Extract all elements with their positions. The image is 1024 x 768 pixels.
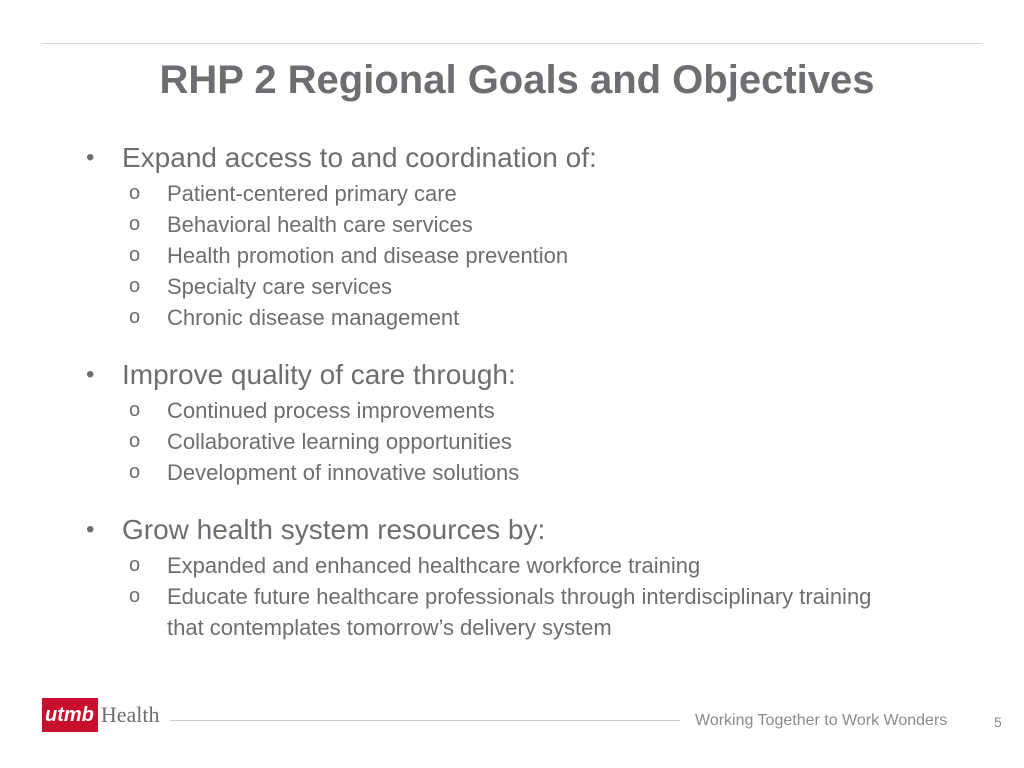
list-item-text: Specialty care services [167,274,392,299]
sub-marker: o [129,554,141,576]
utmb-health-logo [42,698,160,732]
sub-list [86,550,946,643]
logo-mark: utmb [42,698,98,732]
list-item [86,209,946,240]
footer-divider [170,720,680,721]
bullet-heading-text: Grow health system resources by: [122,514,546,545]
top-divider [42,43,982,44]
list-item-text: Health promotion and disease prevention [167,243,569,268]
section-improve-quality [86,355,946,488]
sub-marker: o [129,461,141,483]
slide-title: RHP 2 Regional Goals and Objectives [159,58,875,102]
list-item-text: Continued process improvements [167,398,495,423]
list-item-text: Development of innovative solutions [167,460,520,485]
list-item [86,426,946,457]
list-item-text: Chronic disease management [167,305,460,330]
logo-wordmark: Health [100,702,160,727]
bullet-marker: • [86,361,95,388]
list-item [86,302,946,333]
sub-marker: o [129,585,141,607]
section-grow-resources [86,510,946,643]
bullet-heading-text: Improve quality of care through: [122,359,516,390]
list-item [86,457,946,488]
sub-marker: o [129,399,141,421]
bullet-heading [86,138,946,178]
bullet-heading [86,510,946,550]
sub-marker: o [129,306,141,328]
list-item-text: Educate future healthcare professionals through interdisciplinary training that contemplates tomorrow’s delivery system [167,584,872,640]
bullet-heading-text: Expand access to and coordination of: [122,142,597,173]
list-item [86,178,946,209]
list-item-text: Collaborative learning opportunities [167,429,512,454]
page-number: 5 [994,714,1002,730]
bullet-marker: • [86,144,95,171]
sub-list [86,395,946,488]
list-item [86,240,946,271]
list-item-text: Expanded and enhanced healthcare workforce training [167,553,701,578]
sub-marker: o [129,275,141,297]
footer-tagline: Working Together to Work Wonders [695,712,948,729]
list-item-text: Patient-centered primary care [167,181,457,206]
bullet-heading [86,355,946,395]
list-item [86,581,907,643]
list-item [86,550,946,581]
sub-marker: o [129,430,141,452]
list-item [86,271,946,302]
slide-content [86,138,946,660]
sub-list [86,178,946,333]
list-item [86,395,946,426]
sub-marker: o [129,213,141,235]
section-expand-access [86,138,946,333]
sub-marker: o [129,182,141,204]
sub-marker: o [129,244,141,266]
list-item-text: Behavioral health care services [167,212,473,237]
bullet-marker: • [86,516,95,543]
